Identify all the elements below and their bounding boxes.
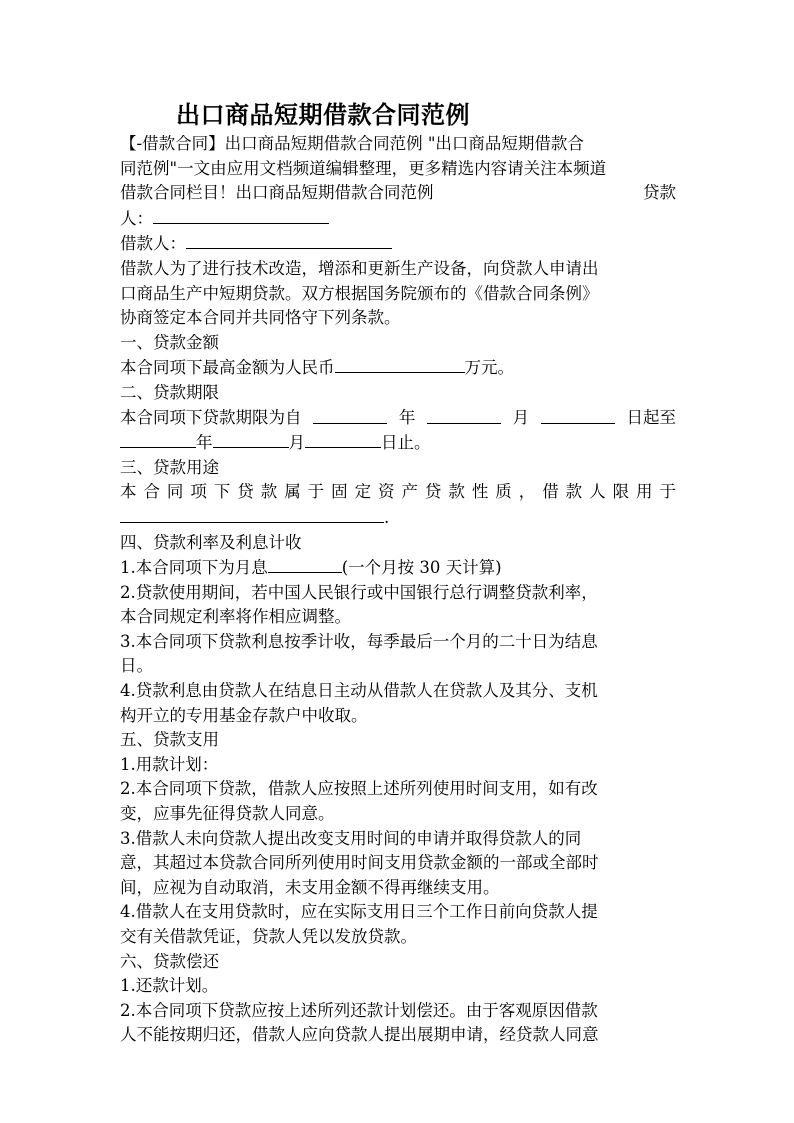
end-month-blank — [213, 430, 289, 448]
section-5-item-2b: 变，应事先征得贷款人同意。 — [120, 804, 335, 824]
start-month-blank — [427, 406, 501, 424]
section-1-text — [120, 355, 676, 381]
section-3-text: 本合同项下贷款属于固定资产贷款性质，借款人限用于 — [120, 482, 676, 502]
section-6-heading: 六、贷款偿还 — [120, 951, 219, 971]
preamble-line-3: 协商签定本合同并共同恪守下列条款。 — [120, 308, 401, 328]
start-month-label: 月 — [512, 407, 530, 427]
start-year-label: 年 — [398, 407, 416, 427]
interest-note: (一个月按 30 天计算) — [341, 558, 502, 578]
section-5-item-3b: 意，其超过本贷款合同所列使用时间支用贷款金额的一部或全部时 — [120, 853, 599, 873]
section-5-item-1: 1.用款计划： — [120, 754, 219, 774]
section-5-item-3c: 间，应视为自动取消，未支用金额不得再继续支用。 — [120, 877, 500, 897]
end-day-blank — [305, 430, 381, 448]
intro-line-2: 同范例"一文由应用文档频道编辑整理，更多精选内容请关注本频道 — [120, 158, 607, 178]
section-5-item-4b: 交有关借款凭证，贷款人凭以发放贷款。 — [120, 927, 417, 946]
section-4-item-3b: 日。 — [120, 656, 153, 676]
amount-text: 本合同项下最高金额为人民币 — [120, 358, 335, 378]
preamble-line-1: 借款人为了进行技术改造，增添和更新生产设备，向贷款人申请出 — [120, 258, 599, 278]
section-3-blank-line — [120, 505, 676, 531]
purpose-blank — [120, 505, 384, 523]
purpose-end: . — [384, 507, 390, 527]
section-5-item-3a: 3.借款人未向贷款人提出改变支用时间的申请并取得贷款人的同 — [120, 828, 582, 848]
section-4-item-4b: 构开立的专用基金存款户中收取。 — [120, 705, 368, 725]
section-5-item-2a: 2.本合同项下贷款，借款人应按照上述所列使用时间支用，如有改 — [120, 779, 598, 799]
borrower-line — [120, 231, 676, 257]
borrower-label: 借款人： — [120, 234, 186, 254]
end-year-label: 年 — [196, 433, 213, 453]
end-month-label: 月 — [288, 433, 305, 453]
section-6-item-2a: 2.本合同项下贷款应按上述所列还款计划偿还。由于客观原因借款 — [120, 1000, 598, 1020]
section-4-item-2a: 2.贷款使用期间，若中国人民银行或中国银行总行调整贷款利率， — [120, 582, 598, 602]
section-4-item-3a: 3.本合同项下贷款利息按季计收，每季最后一个月的二十日为结息 — [120, 631, 598, 651]
start-year-blank — [313, 406, 387, 424]
lender-blank — [153, 206, 329, 224]
preamble-line-2: 口商品生产中短期贷款。双方根据国务院颁布的《借款合同条例》 — [120, 283, 599, 303]
interest-blank — [268, 555, 342, 573]
intro-line-3 — [120, 181, 676, 206]
section-6-item-1: 1.还款计划。 — [120, 976, 219, 996]
intro-line-1: 【-借款合同】出口商品短期借款合同范例 "出口商品短期借款合 — [120, 134, 584, 153]
document-title: 出口商品短期借款合同范例 — [176, 101, 470, 129]
term-text: 本合同项下贷款期限为自 — [120, 407, 302, 427]
document-page — [120, 0, 676, 1048]
interest-text: 1.本合同项下为月息 — [120, 558, 268, 578]
lender-line — [120, 206, 676, 232]
section-4-heading: 四、贷款利率及利息计收 — [120, 532, 302, 552]
section-2-line-2 — [120, 430, 676, 456]
section-5-item-4a: 4.借款人在支用贷款时，应在实际支用日三个工作日前向贷款人提 — [120, 902, 598, 922]
section-4-item-1 — [120, 555, 676, 581]
section-1-heading: 一、贷款金额 — [120, 332, 219, 352]
start-day-blank — [541, 406, 615, 424]
intro-line-3-text: 借款合同栏目！出口商品短期借款合同范例 — [120, 183, 434, 203]
end-day-label: 日止。 — [381, 433, 431, 453]
section-4-item-2b: 本合同规定利率将作相应调整。 — [120, 607, 351, 627]
intro-line-3-lender: 贷款 — [643, 183, 676, 203]
section-2-line-1 — [120, 406, 676, 431]
section-3-heading: 三、贷款用途 — [120, 457, 219, 477]
section-5-heading: 五、贷款支用 — [120, 730, 219, 750]
section-4-item-4a: 4.贷款利息由贷款人在结息日主动从借款人在贷款人及其分、支机 — [120, 681, 598, 701]
section-6-item-2b: 人不能按期归还，借款人应向贷款人提出展期申请，经贷款人同意 — [120, 1025, 599, 1045]
start-day-label: 日起至 — [626, 407, 676, 427]
borrower-blank — [186, 231, 392, 249]
amount-unit: 万元。 — [464, 358, 514, 378]
section-2-heading: 二、贷款期限 — [120, 382, 219, 402]
amount-blank — [335, 355, 465, 373]
lender-label: 人： — [120, 208, 153, 228]
end-year-blank — [120, 430, 196, 448]
